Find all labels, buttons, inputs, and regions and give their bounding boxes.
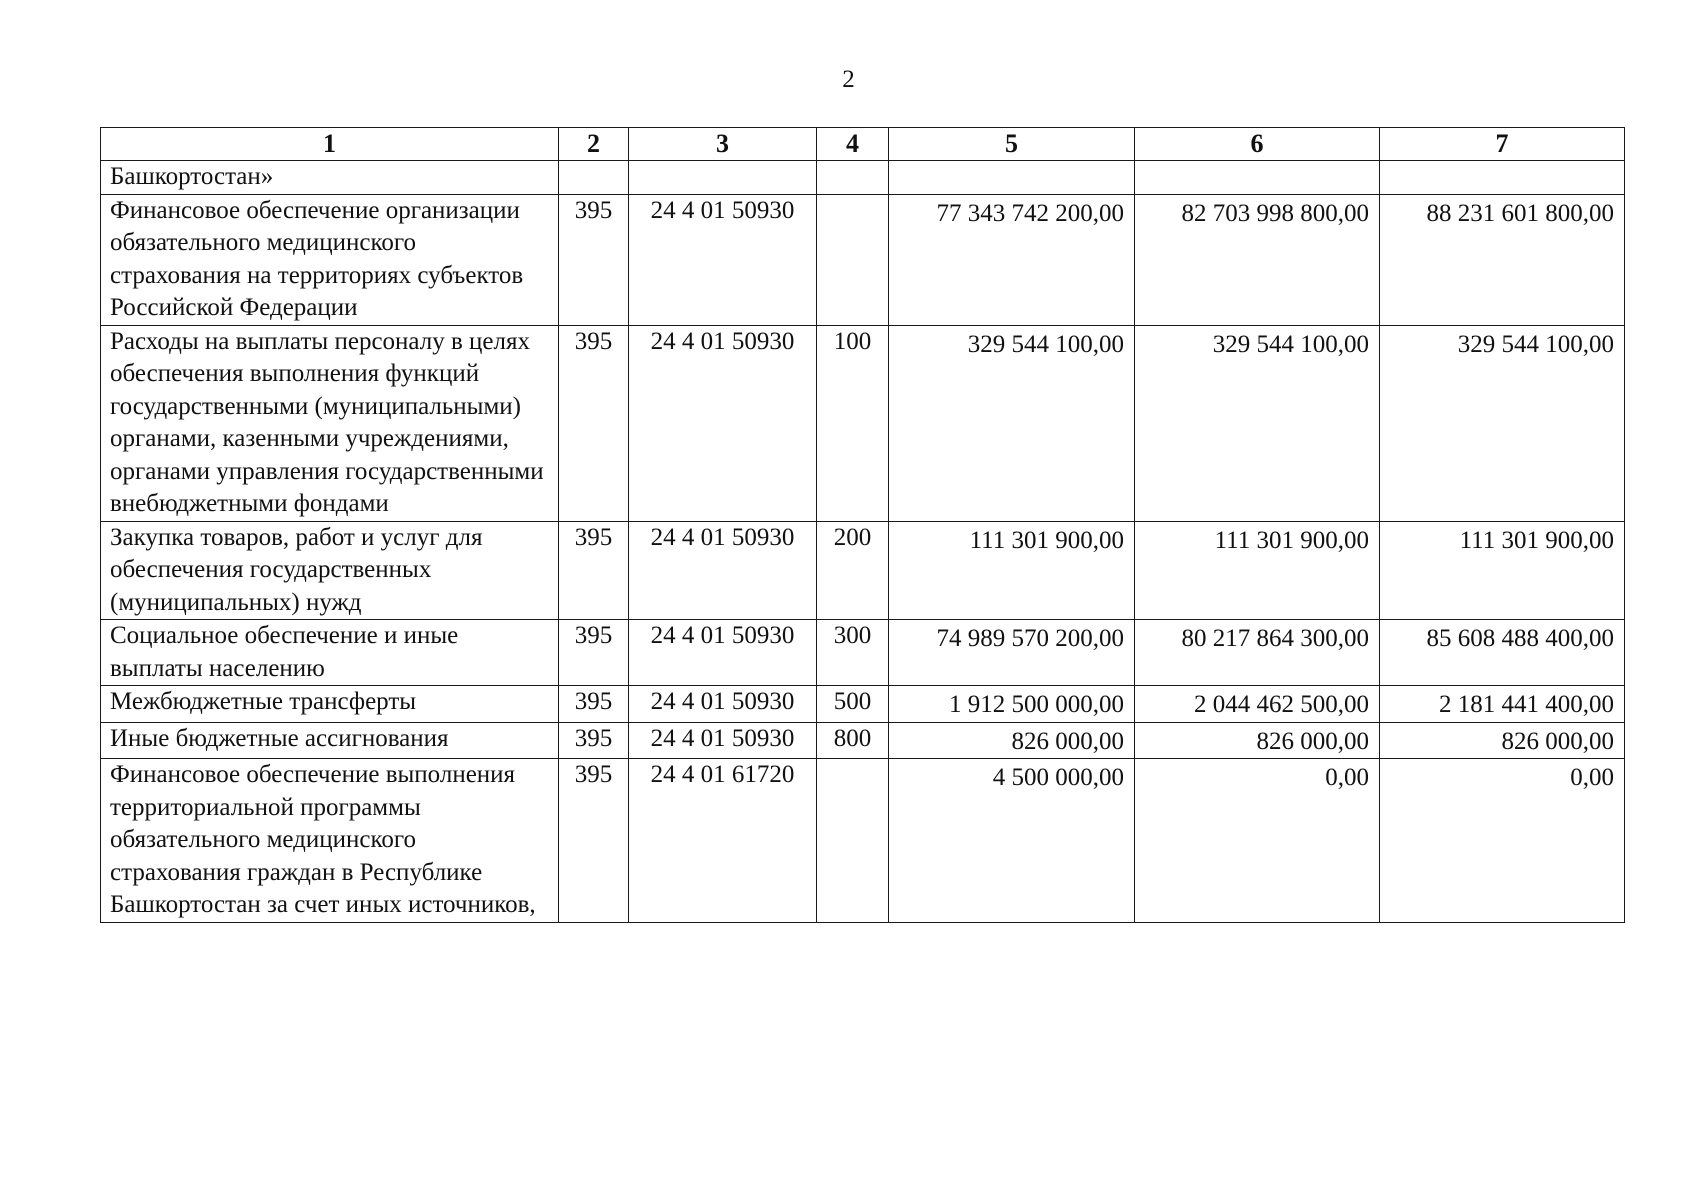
amount-col-7: 88 231 601 800,00 bbox=[1380, 194, 1625, 325]
expense-type-code: 300 bbox=[817, 620, 889, 686]
header-col-4: 4 bbox=[817, 128, 889, 161]
header-col-5: 5 bbox=[889, 128, 1135, 161]
amount-col-5 bbox=[889, 161, 1135, 195]
ved-code: 395 bbox=[559, 759, 629, 923]
table-row bbox=[101, 620, 1625, 686]
page-number: 2 bbox=[842, 66, 855, 93]
target-article-code: 24 4 01 50930 bbox=[629, 686, 817, 723]
table-row bbox=[101, 686, 1625, 723]
row-name: Межбюджетные трансферты bbox=[101, 686, 559, 723]
ved-code: 395 bbox=[559, 620, 629, 686]
row-name: Башкортостан» bbox=[101, 161, 559, 195]
amount-col-6: 111 301 900,00 bbox=[1135, 521, 1380, 620]
header-col-2: 2 bbox=[559, 128, 629, 161]
header-col-1: 1 bbox=[101, 128, 559, 161]
amount-col-7 bbox=[1380, 161, 1625, 195]
expense-type-code bbox=[817, 194, 889, 325]
table-header-row bbox=[101, 128, 1625, 161]
ved-code: 395 bbox=[559, 194, 629, 325]
ved-code: 395 bbox=[559, 325, 629, 521]
header-col-6: 6 bbox=[1135, 128, 1380, 161]
target-article-code: 24 4 01 50930 bbox=[629, 325, 817, 521]
amount-col-6: 826 000,00 bbox=[1135, 722, 1380, 759]
table-row bbox=[101, 521, 1625, 620]
amount-col-6: 329 544 100,00 bbox=[1135, 325, 1380, 521]
target-article-code bbox=[629, 161, 817, 195]
row-name: Расходы на выплаты персоналу в целях обеспечения выполнения функций государственными (муниципальными) органами, казенными учреждениями, органами управления государственными внебюджетными фондами bbox=[101, 325, 559, 521]
target-article-code: 24 4 01 50930 bbox=[629, 620, 817, 686]
amount-col-7: 0,00 bbox=[1380, 759, 1625, 923]
table-row bbox=[101, 759, 1625, 923]
amount-col-7: 826 000,00 bbox=[1380, 722, 1625, 759]
amount-col-5: 1 912 500 000,00 bbox=[889, 686, 1135, 723]
amount-col-6 bbox=[1135, 161, 1380, 195]
target-article-code: 24 4 01 50930 bbox=[629, 194, 817, 325]
table-row bbox=[101, 325, 1625, 521]
amount-col-7: 85 608 488 400,00 bbox=[1380, 620, 1625, 686]
table-row bbox=[101, 722, 1625, 759]
budget-table bbox=[100, 127, 1625, 923]
row-name: Финансовое обеспечение организации обязательного медицинского страхования на территориях субъектов Российской Федерации bbox=[101, 194, 559, 325]
amount-col-6: 0,00 bbox=[1135, 759, 1380, 923]
amount-col-5: 4 500 000,00 bbox=[889, 759, 1135, 923]
row-name: Социальное обеспечение и иные выплаты населению bbox=[101, 620, 559, 686]
target-article-code: 24 4 01 50930 bbox=[629, 722, 817, 759]
ved-code: 395 bbox=[559, 686, 629, 723]
amount-col-5: 826 000,00 bbox=[889, 722, 1135, 759]
ved-code: 395 bbox=[559, 722, 629, 759]
row-name: Финансовое обеспечение выполнения территориальной программы обязательного медицинского страхования граждан в Республике Башкортостан за счет иных источников, bbox=[101, 759, 559, 923]
amount-col-5: 111 301 900,00 bbox=[889, 521, 1135, 620]
row-name: Закупка товаров, работ и услуг для обеспечения государственных (муниципальных) нужд bbox=[101, 521, 559, 620]
expense-type-code: 800 bbox=[817, 722, 889, 759]
header-col-7: 7 bbox=[1380, 128, 1625, 161]
amount-col-5: 74 989 570 200,00 bbox=[889, 620, 1135, 686]
amount-col-5: 77 343 742 200,00 bbox=[889, 194, 1135, 325]
table-row bbox=[101, 194, 1625, 325]
expense-type-code: 500 bbox=[817, 686, 889, 723]
target-article-code: 24 4 01 61720 bbox=[629, 759, 817, 923]
amount-col-6: 2 044 462 500,00 bbox=[1135, 686, 1380, 723]
header-col-3: 3 bbox=[629, 128, 817, 161]
expense-type-code: 200 bbox=[817, 521, 889, 620]
table-row bbox=[101, 161, 1625, 195]
ved-code: 395 bbox=[559, 521, 629, 620]
expense-type-code bbox=[817, 161, 889, 195]
amount-col-6: 82 703 998 800,00 bbox=[1135, 194, 1380, 325]
amount-col-5: 329 544 100,00 bbox=[889, 325, 1135, 521]
expense-type-code: 100 bbox=[817, 325, 889, 521]
target-article-code: 24 4 01 50930 bbox=[629, 521, 817, 620]
amount-col-6: 80 217 864 300,00 bbox=[1135, 620, 1380, 686]
row-name: Иные бюджетные ассигнования bbox=[101, 722, 559, 759]
expense-type-code bbox=[817, 759, 889, 923]
ved-code bbox=[559, 161, 629, 195]
amount-col-7: 111 301 900,00 bbox=[1380, 521, 1625, 620]
amount-col-7: 2 181 441 400,00 bbox=[1380, 686, 1625, 723]
amount-col-7: 329 544 100,00 bbox=[1380, 325, 1625, 521]
